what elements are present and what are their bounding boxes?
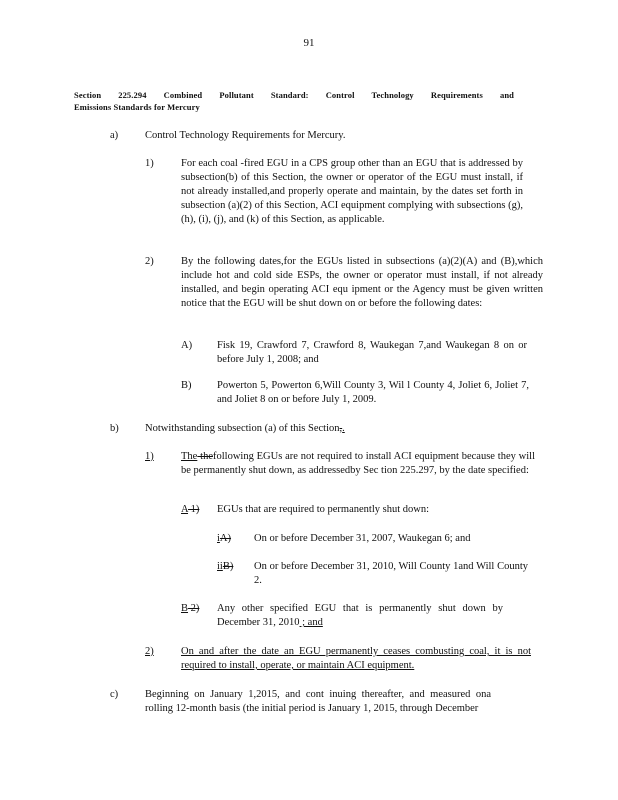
subsection-a2-text: By the following dates,for the EGUs listed in subsections (a)(2)(A) and (B),which include hot and cold side ESPs, the owner or operator must install, if not already installed, and begin operating ACI equ ipment or the Agency must be given written notice that the EGU will be shut down on or before the following dates: [181, 256, 543, 309]
subsection-a-title: Control Technology Requirements for Mercury. [145, 130, 346, 141]
subsection-b-title-struck: , [339, 423, 343, 434]
subsection-b1B-label-old: 2) [188, 603, 200, 614]
subsection-b-title-end: . [342, 423, 345, 434]
section-heading-line1: Section 225.294 Combined Pollutant Standard: Control Technology Requirements and [74, 90, 514, 100]
subsection-c-label: c) [110, 689, 119, 700]
subsection-b1-deleted-word: the [197, 451, 213, 462]
subsection-a2B-label: B) [181, 380, 192, 391]
subsection-b-label: b) [110, 423, 119, 434]
subsection-b1Aii-label-old: B) [222, 561, 234, 572]
subsection-b-title-text: Notwithstanding subsection (a) of this Section [145, 423, 340, 434]
subsection-a1-text: For each coal -fired EGU in a CPS group other than an EGU that is addressed by subsection(b) of this Section, the owner or operator of the EGU must install, if not already installed,and properly operate and maintain, by the dates set forth in subsection (a)(2) of this Section, ACI equipment complying with subsections (g), (h), (i), (j), and (k) of this Section, as applicable. [181, 158, 523, 225]
subsection-b1Aii-label-new: ii [217, 561, 223, 572]
subsection-c-text: Beginning on January 1,2015, and cont inuing thereafter, and measured ona rolling 12-month basis (the initial period is January 1, 2015, through December [145, 689, 491, 714]
subsection-b1-text [181, 450, 535, 478]
subsection-b1B-label [181, 602, 199, 616]
subsection-b1Ai-text: On or before December 31, 2007, Waukegan 6; and [254, 533, 471, 544]
subsection-a1-label: 1) [145, 158, 154, 169]
subsection-a-label: a) [110, 130, 119, 141]
section-heading [74, 89, 514, 113]
subsection-b1Aii-text: On or before December 31, 2010, Will County 1and Will County 2. [254, 561, 528, 586]
subsection-b1A-label-old: 1) [188, 504, 200, 515]
subsection-b1B-text [217, 602, 503, 630]
subsection-b1B-body: Any other specified EGU that is permanently shut down by December 31, 2010 [217, 603, 503, 628]
page-number: 91 [303, 37, 315, 49]
subsection-b1A-label-new: A [181, 504, 189, 515]
subsection-b-title [145, 422, 445, 436]
subsection-b1-label: 1) [145, 451, 154, 462]
subsection-b2-text: On and after the date an EGU permanently ceases combusting coal, it is not required to install, operate, or maintain ACI equipment. [181, 646, 531, 671]
subsection-b1Aii-label [217, 560, 233, 574]
subsection-b2-label: 2) [145, 646, 154, 657]
subsection-b1A-text: EGUs that are required to permanently shut down: [217, 504, 429, 515]
subsection-a2A-text: Fisk 19, Crawford 7, Crawford 8, Waukegan 7,and Waukegan 8 on or before July 1, 2008; and [217, 340, 527, 365]
subsection-b1Ai-label-new: i [217, 533, 220, 544]
subsection-b1-inserted-word: The [181, 451, 198, 462]
section-heading-line2: Emissions Standards for Mercury [74, 102, 200, 112]
subsection-a2-label: 2) [145, 256, 154, 267]
subsection-b1Ai-label-old: A) [219, 533, 232, 544]
subsection-a2A-label: A) [181, 340, 193, 351]
subsection-a2B-text: Powerton 5, Powerton 6,Will County 3, Wil l County 4, Joliet 6, Joliet 7, and Joliet 8 on or before July 1, 2009. [217, 380, 529, 405]
subsection-b1A-label [181, 503, 199, 517]
subsection-b1Ai-label [217, 532, 231, 546]
subsection-b1B-label-new: B [181, 603, 189, 614]
subsection-b1-body: following EGUs are not required to install ACI equipment because they will be permanently shut down, as addressedby Sec tion 225.297, by the date specified: [181, 451, 536, 476]
subsection-b1B-inserted: ; and [299, 617, 323, 628]
